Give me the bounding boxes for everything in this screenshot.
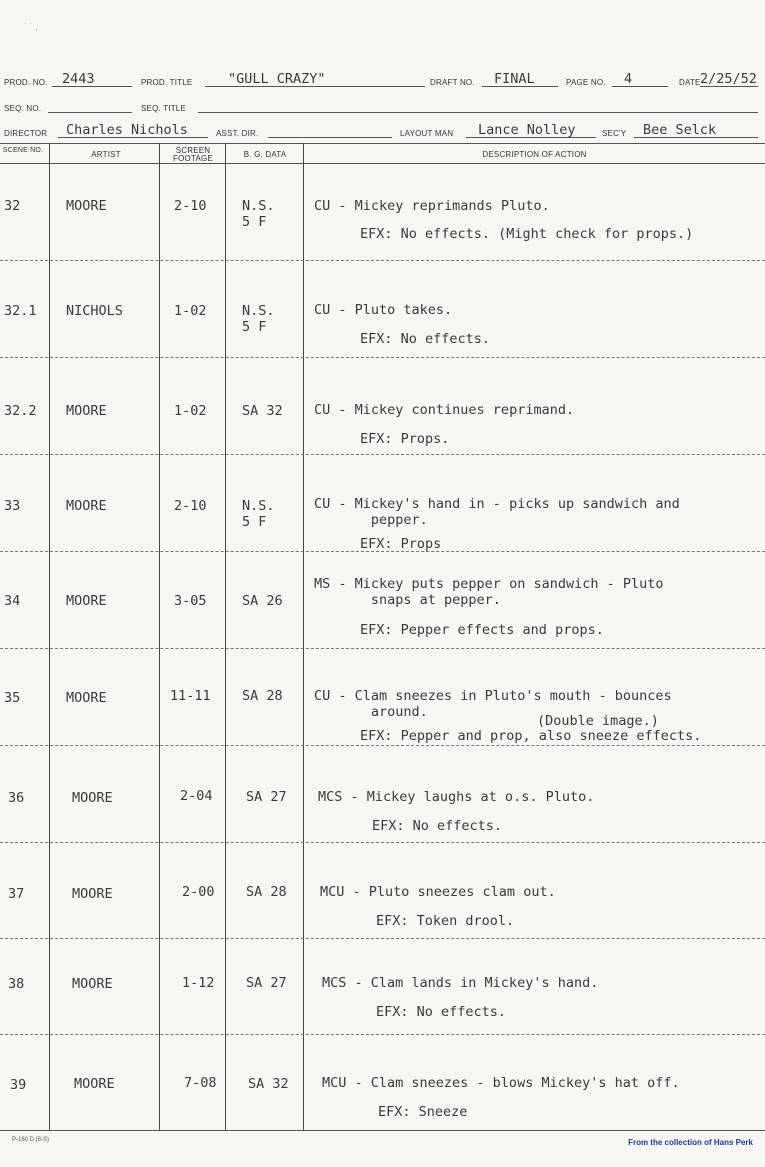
row-rule	[0, 357, 765, 358]
efx-note: EFX: No effects.	[360, 331, 491, 347]
col-description-header: DESCRIPTION OF ACTION	[482, 150, 587, 159]
scene-number: 35	[4, 690, 21, 706]
table-header-rule	[0, 163, 765, 164]
bg-data: N.S.	[242, 198, 275, 214]
scene-number: 38	[8, 976, 25, 992]
scene-number: 33	[4, 498, 21, 514]
screen-footage: 1-12	[182, 975, 215, 991]
screen-footage: 2-10	[174, 498, 207, 514]
action-description: CU - Mickey's hand in - picks up sandwich and	[314, 496, 680, 512]
screen-footage: 2-10	[174, 198, 207, 214]
artist-name: MOORE	[66, 690, 107, 706]
draft-no-value: FINAL	[494, 71, 535, 87]
artist-name: MOORE	[66, 198, 107, 214]
screen-footage: 1-02	[174, 303, 207, 319]
prod-title-value: "GULL CRAZY"	[228, 71, 326, 87]
prod-no-value: 2443	[62, 71, 95, 87]
col-artist-header: ARTIST	[91, 150, 121, 159]
date-label: DATE	[679, 78, 701, 87]
bg-data-2: 5 F	[242, 319, 267, 335]
seq-title-label: SEQ. TITLE	[141, 104, 186, 113]
artist-name: MOORE	[72, 790, 113, 806]
collection-credit: From the collection of Hans Perk	[628, 1138, 753, 1147]
action-description-2: snaps at pepper.	[314, 592, 501, 608]
row-rule	[0, 842, 765, 843]
col-bg-header: B. G. DATA	[243, 150, 287, 159]
director-label: DIRECTOR	[4, 129, 48, 138]
action-description-3: (Double image.)	[537, 713, 659, 729]
action-description: MCS - Mickey laughs at o.s. Pluto.	[318, 789, 595, 805]
bg-data: SA 26	[242, 593, 283, 609]
screen-footage: 2-04	[180, 788, 213, 804]
row-rule	[0, 648, 765, 649]
bg-data: SA 32	[248, 1076, 289, 1092]
bg-data: SA 27	[246, 975, 287, 991]
prod-title-label: PROD. TITLE	[141, 78, 193, 87]
row-rule	[0, 454, 765, 455]
efx-note: EFX: Sneeze	[378, 1104, 468, 1120]
bg-data-2: 5 F	[242, 214, 267, 230]
layout-man-value: Lance Nolley	[478, 122, 576, 138]
row-rule	[0, 1034, 765, 1035]
scene-number: 34	[4, 593, 21, 609]
col-divider-2	[159, 143, 160, 1130]
action-description: CU - Pluto takes.	[314, 302, 453, 318]
col-divider-4	[303, 143, 304, 1130]
efx-note: EFX: Token drool.	[376, 913, 515, 929]
artist-name: NICHOLS	[66, 303, 123, 319]
scene-number: 36	[8, 790, 25, 806]
action-description: MCU - Clam sneezes - blows Mickey's hat off.	[322, 1075, 680, 1091]
draft-no-label: DRAFT NO.	[430, 78, 475, 87]
efx-note: EFX: Props	[360, 536, 442, 552]
scene-number: 32.2	[4, 403, 37, 419]
screen-footage: 7-08	[184, 1075, 217, 1091]
bg-data: SA 32	[242, 403, 283, 419]
efx-note: EFX: Pepper effects and props.	[360, 622, 604, 638]
action-description: MCS - Clam lands in Mickey's hand.	[322, 975, 599, 991]
row-rule	[0, 938, 765, 939]
action-description: MCU - Pluto sneezes clam out.	[320, 884, 556, 900]
row-rule	[0, 745, 765, 746]
efx-note: EFX: No effects.	[376, 1004, 507, 1020]
artist-name: MOORE	[72, 976, 113, 992]
bg-data-2: 5 F	[242, 514, 267, 530]
page-no-label: PAGE NO.	[566, 78, 606, 87]
bg-data: SA 28	[246, 884, 287, 900]
action-description-2: around.	[314, 704, 428, 720]
bg-data: N.S.	[242, 498, 275, 514]
scene-number: 39	[10, 1077, 27, 1093]
date-value: 2/25/52	[700, 71, 757, 87]
artist-name: MOORE	[66, 403, 107, 419]
col-divider-1	[49, 143, 50, 1130]
col-footage-header: SCREEN FOOTAGE	[173, 146, 213, 163]
col-divider-3	[225, 143, 226, 1130]
action-description-2: pepper.	[314, 512, 428, 528]
layout-man-label: LAYOUT MAN	[400, 129, 454, 138]
screen-footage: 11-11	[170, 688, 211, 704]
scene-number: 32	[4, 198, 21, 214]
secy-value: Bee Selck	[643, 122, 717, 138]
efx-note: EFX: Pepper and prop, also sneeze effects.	[360, 728, 702, 744]
table-top-rule	[0, 143, 765, 144]
artist-name: MOORE	[72, 886, 113, 902]
asst-dir-label: ASST. DIR.	[216, 129, 259, 138]
paper-specks: ˙ ˙ ,	[24, 22, 38, 32]
artist-name: MOORE	[66, 498, 107, 514]
artist-name: MOORE	[74, 1076, 115, 1092]
bg-data: SA 28	[242, 688, 283, 704]
row-rule	[0, 260, 765, 261]
bg-data: SA 27	[246, 789, 287, 805]
action-description: CU - Mickey continues reprimand.	[314, 402, 575, 418]
efx-note: EFX: No effects.	[372, 818, 503, 834]
action-description: MS - Mickey puts pepper on sandwich - Pluto	[314, 576, 664, 592]
efx-note: EFX: Props.	[360, 431, 450, 447]
scene-number: 37	[8, 886, 25, 902]
col-scene-header: SCENE NO.	[2, 147, 44, 154]
screen-footage: 1-02	[174, 403, 207, 419]
form-number: P-160 D (8-S)	[12, 1137, 50, 1143]
screen-footage: 2-00	[182, 884, 215, 900]
page-no-value: 4	[624, 71, 633, 87]
bg-data: N.S.	[242, 303, 275, 319]
screen-footage: 3-05	[174, 593, 207, 609]
director-value: Charles Nichols	[66, 122, 188, 138]
table-bottom-rule	[0, 1130, 765, 1131]
artist-name: MOORE	[66, 593, 107, 609]
scene-number: 32.1	[4, 303, 37, 319]
secy-label: SEC'Y	[602, 129, 627, 138]
seq-no-label: SEQ. NO.	[4, 104, 42, 113]
action-description: CU - Clam sneezes in Pluto's mouth - bounces	[314, 688, 672, 704]
prod-no-label: PROD. NO.	[4, 78, 48, 87]
efx-note: EFX: No effects. (Might check for props.)	[360, 226, 694, 242]
action-description: CU - Mickey reprimands Pluto.	[314, 198, 550, 214]
